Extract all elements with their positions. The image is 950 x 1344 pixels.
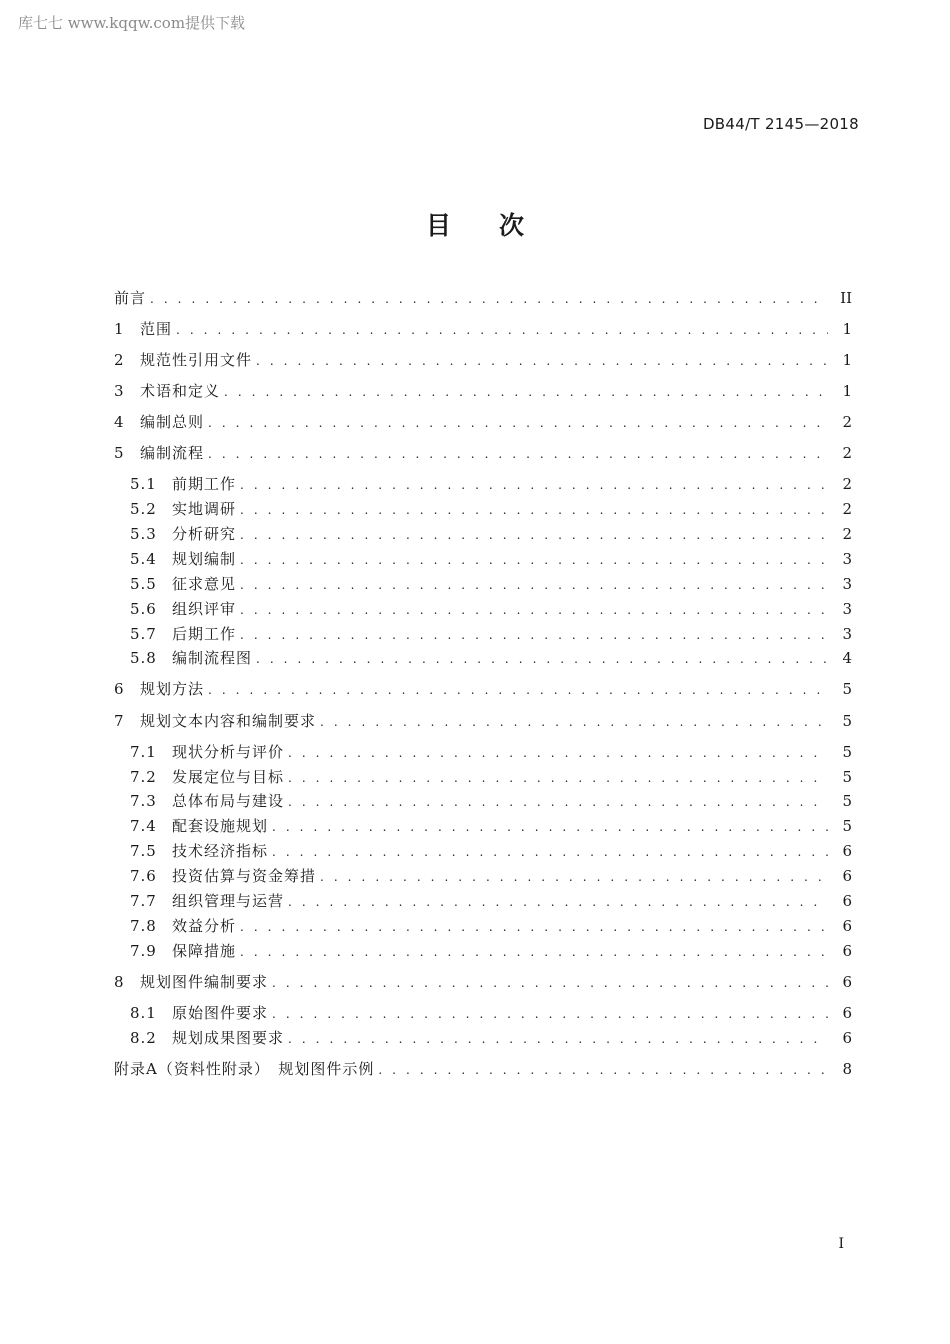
toc-entry-page: 2	[842, 525, 852, 543]
toc-entry-8-1[interactable]	[130, 1002, 852, 1024]
toc-entry-number: 5.2	[130, 500, 157, 518]
toc-entry-7-4[interactable]	[130, 815, 852, 837]
toc-entry-number: 8	[114, 973, 125, 991]
toc-entry-label: 保障措施	[172, 942, 237, 960]
toc-entry-label: 实地调研	[172, 500, 237, 518]
toc-entry-5-4[interactable]	[130, 548, 852, 570]
toc-entry-number: 6	[114, 680, 125, 698]
toc-dot-leader	[288, 791, 828, 813]
toc-entry-5-3[interactable]	[130, 523, 852, 545]
toc-dot-leader	[256, 648, 828, 670]
toc-entry-label: 后期工作	[172, 625, 237, 643]
toc-dot-leader	[240, 524, 828, 546]
toc-entry-5-7[interactable]	[130, 623, 852, 645]
toc-entry-label: 总体布局与建设	[172, 792, 285, 810]
toc-entry-appendix-a[interactable]	[114, 1058, 852, 1080]
toc-dot-leader	[208, 679, 828, 701]
toc-entry-number: 7.5	[130, 842, 157, 860]
toc-entry-number: 5.1	[130, 475, 157, 493]
toc-entry-page: 5	[842, 792, 852, 810]
toc-dot-leader	[320, 866, 828, 888]
toc-entry-number: 5.4	[130, 550, 157, 568]
toc-entry-number: 5.6	[130, 600, 157, 618]
toc-dot-leader	[240, 941, 828, 963]
toc-entry-7[interactable]	[114, 710, 852, 732]
document-code: DB44/T 2145—2018	[702, 115, 859, 133]
toc-dot-leader	[288, 767, 828, 789]
toc-entry-4[interactable]	[114, 411, 852, 433]
toc-entry-number: 5.3	[130, 525, 157, 543]
toc-entry-label: 原始图件要求	[172, 1004, 269, 1022]
toc-entry-label: 征求意见	[172, 575, 237, 593]
toc-entry-page: 6	[842, 892, 852, 910]
toc-entry-number: 5.8	[130, 649, 157, 667]
toc-entry-label: 编制流程	[140, 444, 205, 462]
toc-entry-number: 5	[114, 444, 125, 462]
toc-entry-page: 4	[842, 649, 852, 667]
toc-entry-page: 6	[842, 917, 852, 935]
toc-entry-number: 5.7	[130, 625, 157, 643]
toc-entry-page: 5	[842, 680, 852, 698]
toc-dot-leader	[288, 1028, 828, 1050]
toc-entry-label: 规范性引用文件	[140, 351, 253, 369]
toc-entry-page: 6	[842, 1029, 852, 1047]
page-title-char-2: 次	[499, 211, 525, 240]
toc-entry-7-9[interactable]	[130, 940, 852, 962]
toc-entry-number: 7.9	[130, 942, 157, 960]
toc-entry-5-6[interactable]	[130, 598, 852, 620]
toc-entry-label: 范围	[140, 320, 173, 338]
toc-entry-7-8[interactable]	[130, 915, 852, 937]
toc-entry-page: 3	[842, 550, 852, 568]
toc-entry-number: 2	[114, 351, 125, 369]
toc-entry-page: 5	[842, 712, 852, 730]
toc-entry-number: 7.3	[130, 792, 157, 810]
toc-entry-7-6[interactable]	[130, 865, 852, 887]
toc-entry-page: 5	[842, 768, 852, 786]
toc-entry-page: 5	[842, 817, 852, 835]
toc-entry-label: 规划图件编制要求	[140, 973, 269, 991]
toc-dot-leader	[378, 1059, 828, 1081]
toc-entry-number: 8.2	[130, 1029, 157, 1047]
toc-entry-number: 7.2	[130, 768, 157, 786]
toc-entry-foreword[interactable]	[114, 287, 852, 309]
toc-entry-3[interactable]	[114, 380, 852, 402]
toc-dot-leader	[150, 288, 828, 310]
toc-entry-number: 3	[114, 382, 125, 400]
toc-entry-label: 编制总则	[140, 413, 205, 431]
toc-dot-leader	[272, 816, 828, 838]
toc-entry-5-1[interactable]	[130, 473, 852, 495]
toc-entry-5-5[interactable]	[130, 573, 852, 595]
toc-entry-page: II	[840, 289, 852, 307]
toc-entry-page: 1	[842, 382, 852, 400]
toc-entry-label: 配套设施规划	[172, 817, 269, 835]
toc-entry-number: 5.5	[130, 575, 157, 593]
toc-entry-number: 4	[114, 413, 125, 431]
toc-entry-page: 6	[842, 867, 852, 885]
toc-dot-leader	[240, 474, 828, 496]
toc-entry-number: 7.1	[130, 743, 157, 761]
toc-entry-label: 前期工作	[172, 475, 237, 493]
toc-entry-number: 8.1	[130, 1004, 157, 1022]
toc-entry-page: 1	[842, 320, 852, 338]
toc-entry-number: 7.6	[130, 867, 157, 885]
toc-entry-5[interactable]	[114, 442, 852, 464]
toc-entry-7-1[interactable]	[130, 741, 852, 763]
toc-entry-label: 术语和定义	[140, 382, 221, 400]
toc-entry-2[interactable]	[114, 349, 852, 371]
toc-entry-label: 规划文本内容和编制要求	[140, 712, 317, 730]
toc-entry-page: 2	[842, 413, 852, 431]
toc-entry-page: 6	[842, 1004, 852, 1022]
toc-entry-label: 组织管理与运营	[172, 892, 285, 910]
toc-entry-page: 8	[842, 1060, 852, 1078]
toc-entry-8[interactable]	[114, 971, 852, 993]
toc-dot-leader	[240, 499, 828, 521]
toc-dot-leader	[240, 916, 828, 938]
toc-dot-leader	[208, 412, 828, 434]
toc-entry-page: 1	[842, 351, 852, 369]
toc-entry-7-2[interactable]	[130, 766, 852, 788]
toc-entry-page: 6	[842, 942, 852, 960]
toc-entry-label: 编制流程图	[172, 649, 253, 667]
toc-entry-8-2[interactable]	[130, 1027, 852, 1049]
toc-dot-leader	[240, 624, 828, 646]
toc-entry-page: 3	[842, 625, 852, 643]
toc-entry-number: 7.4	[130, 817, 157, 835]
toc-entry-1[interactable]	[114, 318, 852, 340]
toc-dot-leader	[208, 443, 828, 465]
toc-entry-page: 5	[842, 743, 852, 761]
toc-entry-page: 6	[842, 973, 852, 991]
toc-entry-page: 3	[842, 600, 852, 618]
toc-entry-label: 前言	[114, 289, 147, 307]
toc-entry-label: 投资估算与资金筹措	[172, 867, 317, 885]
toc-entry-page: 2	[842, 475, 852, 493]
toc-entry-label: 规划成果图要求	[172, 1029, 285, 1047]
toc-dot-leader	[320, 711, 828, 733]
toc-entry-label: 附录A（资料性附录） 规划图件示例	[114, 1060, 375, 1078]
toc-dot-leader	[240, 549, 828, 571]
toc-entry-label: 规划编制	[172, 550, 237, 568]
toc-dot-leader	[224, 381, 828, 403]
toc-dot-leader	[256, 350, 828, 372]
table-of-contents	[114, 0, 852, 1344]
toc-entry-5-2[interactable]	[130, 498, 852, 520]
toc-entry-label: 发展定位与目标	[172, 768, 285, 786]
toc-entry-7-3[interactable]	[130, 790, 852, 812]
toc-dot-leader	[176, 319, 828, 341]
toc-dot-leader	[272, 972, 828, 994]
watermark-text: 库七七 www.kqqw.com提供下载	[18, 14, 246, 32]
toc-dot-leader	[288, 891, 828, 913]
toc-entry-label: 分析研究	[172, 525, 237, 543]
toc-entry-page: 2	[842, 444, 852, 462]
toc-entry-5-8[interactable]	[130, 647, 852, 669]
toc-entry-page: 6	[842, 842, 852, 860]
toc-entry-label: 规划方法	[140, 680, 205, 698]
page-number: I	[838, 1236, 844, 1252]
toc-entry-number: 1	[114, 320, 125, 338]
toc-entry-number: 7	[114, 712, 125, 730]
toc-entry-page: 3	[842, 575, 852, 593]
toc-dot-leader	[272, 1003, 828, 1025]
toc-dot-leader	[288, 742, 828, 764]
toc-dot-leader	[272, 841, 828, 863]
toc-dot-leader	[240, 599, 828, 621]
toc-entry-number: 7.7	[130, 892, 157, 910]
toc-entry-6[interactable]	[114, 678, 852, 700]
toc-entry-page: 2	[842, 500, 852, 518]
toc-entry-7-5[interactable]	[130, 840, 852, 862]
toc-dot-leader	[240, 574, 828, 596]
toc-entry-number: 7.8	[130, 917, 157, 935]
toc-entry-label: 效益分析	[172, 917, 237, 935]
toc-entry-7-7[interactable]	[130, 890, 852, 912]
page-title-char-1: 目	[425, 211, 451, 240]
toc-entry-label: 现状分析与评价	[172, 743, 285, 761]
toc-entry-label: 组织评审	[172, 600, 237, 618]
toc-entry-label: 技术经济指标	[172, 842, 269, 860]
